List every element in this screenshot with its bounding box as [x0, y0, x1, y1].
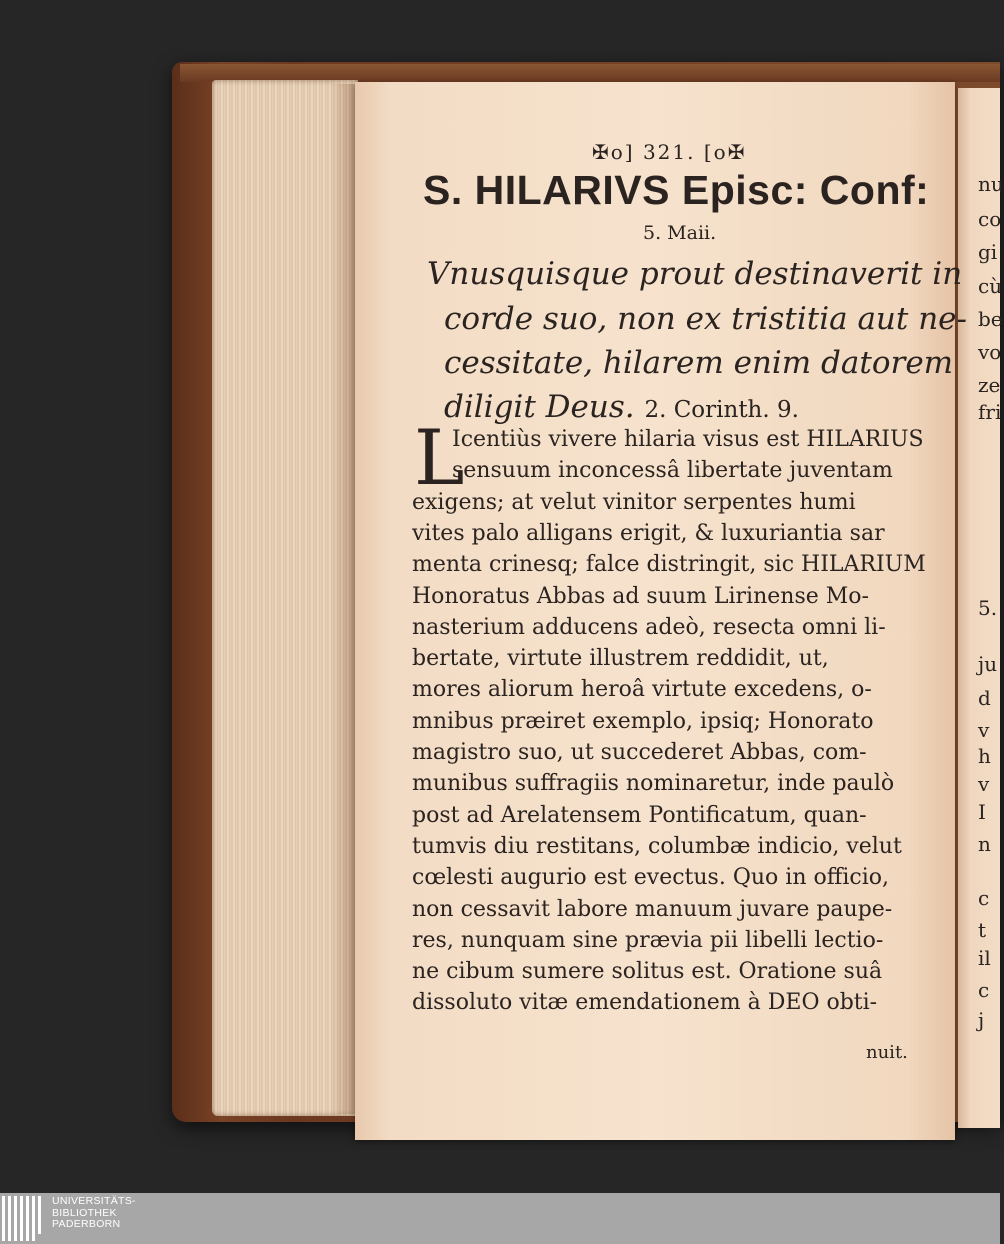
library-name	[52, 1196, 136, 1231]
next-page-fragment: nu	[978, 172, 1004, 196]
footer-bar	[0, 1193, 1000, 1244]
body-line: munibus suffragiis nominaretur, inde paulò	[412, 771, 895, 797]
next-page-fragment: gi	[978, 240, 998, 264]
next-page-fragment: j	[978, 1008, 985, 1032]
next-page-fragment: h	[978, 744, 991, 768]
library-name-line: PADERBORN	[52, 1218, 121, 1230]
next-page-fragment: cù	[978, 274, 1003, 298]
page-number: ✠o] 321. [o✠	[592, 140, 747, 164]
body-line: mores aliorum heroâ virtute excedens, o-	[412, 677, 872, 703]
body-line: res, nunquam sine prævia pii libelli lectio-	[412, 927, 884, 953]
motto-reference: 2. Corinth. 9.	[644, 397, 799, 423]
body-line: cœlesti augurio est evectus. Quo in officio,	[412, 865, 889, 891]
body-line: dissoluto vitæ emendationem à DEO obti-	[412, 990, 878, 1016]
body-line: mnibus præiret exemplo, ipsiq; Honorato	[412, 708, 874, 734]
motto-line: cessitate, hilarem enim datorem	[444, 345, 954, 381]
catchword: nuit.	[866, 1042, 908, 1063]
feast-date: 5. Maii.	[643, 222, 717, 244]
next-page-fragment: 5.	[978, 596, 998, 620]
next-page-fragment: ju	[978, 652, 998, 676]
library-name-line: BIBLIOTHEK	[52, 1206, 117, 1219]
body-line: bertate, virtute illustrem reddidit, ut,	[412, 646, 829, 672]
next-page-fragment: v	[978, 772, 990, 796]
next-page-fragment: I	[978, 800, 986, 824]
motto-line: corde suo, non ex tristitia aut ne-	[444, 301, 967, 337]
library-name-line: UNIVERSITÄTS-	[52, 1195, 136, 1207]
body-line: menta crinesq; falce distringit, sic HILARIUM	[412, 552, 926, 578]
next-page-fragment: fri	[978, 400, 1002, 424]
body-line: Icentiùs vivere hilaria visus est HILARIUS	[452, 427, 924, 452]
body-line: post ad Arelatensem Pontificatum, quan-	[412, 802, 867, 828]
body-line: ne cibum sumere solitus est. Oratione suâ	[412, 959, 883, 985]
page-title: S. HILARIVS Episc: Conf:	[423, 167, 930, 213]
next-page-fragment: co	[978, 207, 1002, 231]
body-line: nasterium adducens adeò, resecta omni li-	[412, 614, 886, 640]
next-page-fragment: n	[978, 832, 991, 856]
motto-line: Vnusquisque prout destinaverit in	[427, 256, 963, 292]
drop-cap: L	[414, 413, 465, 502]
next-page-fragment: be	[978, 307, 1003, 331]
next-page-fragment: t	[978, 918, 987, 942]
library-logo-icon	[2, 1196, 46, 1241]
next-page-fragment: il	[978, 946, 991, 970]
next-page-fragment: c	[978, 978, 990, 1002]
motto-line	[444, 389, 799, 425]
next-page-fragment: v	[978, 718, 990, 742]
body-line: non cessavit labore manuum juvare paupe-	[412, 896, 893, 922]
motto-text: diligit Deus.	[444, 389, 635, 425]
next-page-fragment: d	[978, 686, 991, 710]
body-line: vites palo alligans erigit, & luxuriantia sar	[412, 520, 885, 546]
body-line: Honoratus Abbas ad suum Lirinense Mo-	[412, 583, 869, 609]
body-line: exigens; at velut vinitor serpentes humi	[412, 489, 856, 515]
body-line: sensuum inconcessâ libertate juventam	[452, 458, 893, 484]
next-page-fragment: vo	[978, 340, 1002, 364]
body-line: tumvis diu restitans, columbæ indicio, velut	[412, 833, 902, 859]
next-page-fragment: ze	[978, 373, 1001, 397]
body-line: magistro suo, ut succederet Abbas, com-	[412, 740, 867, 765]
next-page-fragment: c	[978, 886, 990, 910]
